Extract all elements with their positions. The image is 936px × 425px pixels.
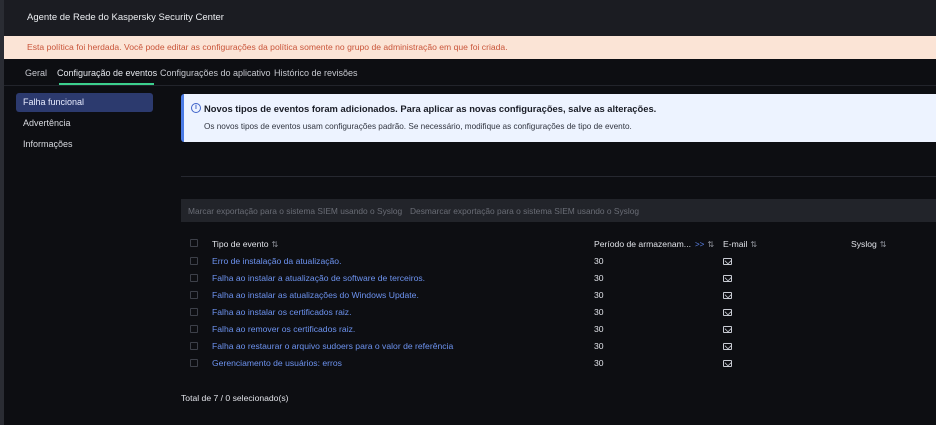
inheritance-banner <box>4 36 936 59</box>
event-category-sidebar <box>16 93 153 156</box>
sort-icon[interactable]: ⇅ <box>879 240 887 249</box>
tab-bar <box>4 59 936 86</box>
tab-historico-de-revisoes[interactable]: Histórico de revisões <box>274 68 358 78</box>
tab-geral[interactable]: Geral <box>25 68 48 78</box>
row-checkbox[interactable] <box>190 274 198 282</box>
mail-icon <box>723 309 732 316</box>
event-type-link[interactable]: Falha ao remover os certificados raiz. <box>212 324 356 334</box>
events-table <box>181 233 936 372</box>
table-row[interactable] <box>181 287 936 304</box>
table-row[interactable] <box>181 355 936 372</box>
active-tab-indicator <box>59 83 154 85</box>
event-type-link[interactable]: Falha ao restaurar o arquivo sudoers para o valor de referência <box>212 341 454 351</box>
event-type-link[interactable]: Erro de instalação da atualização. <box>212 256 342 266</box>
select-all-checkbox[interactable] <box>190 239 198 247</box>
tab-configuracao-de-eventos[interactable]: Configuração de eventos <box>57 68 158 78</box>
sidebar-item-falha-funcional[interactable]: Falha funcional <box>16 93 153 112</box>
row-checkbox[interactable] <box>190 257 198 265</box>
table-row[interactable] <box>181 270 936 287</box>
mark-siem-export-button[interactable]: Marcar exportação para o sistema SIEM usando o Syslog <box>188 206 403 216</box>
window-titlebar <box>4 0 936 36</box>
unmark-siem-export-button[interactable]: Desmarcar exportação para o sistema SIEM usando o Syslog <box>410 206 640 216</box>
storage-period-value: 30 <box>594 307 604 317</box>
sidebar-item-informacoes[interactable]: Informações <box>23 139 73 149</box>
mail-icon <box>723 292 732 299</box>
column-header-event-type[interactable] <box>212 239 278 249</box>
storage-period-value: 30 <box>594 324 604 334</box>
window-title: Agente de Rede do Kaspersky Security Center <box>27 12 224 23</box>
event-type-link[interactable]: Falha ao instalar os certificados raiz. <box>212 307 352 317</box>
sort-icon[interactable]: ⇅ <box>707 240 715 249</box>
mail-icon <box>723 326 732 333</box>
action-toolbar <box>181 199 936 222</box>
row-checkbox[interactable] <box>190 342 198 350</box>
row-checkbox[interactable] <box>190 291 198 299</box>
info-icon: i <box>191 103 201 113</box>
table-row[interactable] <box>181 338 936 355</box>
column-header-email[interactable] <box>723 239 757 249</box>
storage-period-value: 30 <box>594 358 604 368</box>
column-label: E-mail <box>723 239 748 249</box>
mail-icon <box>723 360 732 367</box>
sort-icon[interactable]: ⇅ <box>271 240 279 249</box>
info-title: Novos tipos de eventos foram adicionados. Para aplicar as novas configurações, salve as alterações. <box>204 103 657 114</box>
column-label: Syslog <box>851 239 877 249</box>
column-label: Período de armazenam... <box>594 239 691 249</box>
mail-icon <box>723 258 732 265</box>
row-checkbox[interactable] <box>190 325 198 333</box>
event-type-link[interactable]: Gerenciamento de usuários: erros <box>212 358 342 368</box>
mail-icon <box>723 275 732 282</box>
event-type-link[interactable]: Falha ao instalar as atualizações do Windows Update. <box>212 290 419 300</box>
column-label: Tipo de evento <box>212 239 269 249</box>
table-header-row <box>181 233 936 253</box>
expand-column-icon[interactable]: >> <box>694 240 705 249</box>
sidebar-item-advertencia[interactable]: Advertência <box>23 118 71 128</box>
event-type-link[interactable]: Falha ao instalar a atualização de software de terceiros. <box>212 273 426 283</box>
row-checkbox[interactable] <box>190 308 198 316</box>
table-row[interactable] <box>181 304 936 321</box>
storage-period-value: 30 <box>594 273 604 283</box>
info-body: Os novos tipos de eventos usam configurações padrão. Se necessário, modifique as configurações de tipo de evento. <box>204 122 632 131</box>
storage-period-value: 30 <box>594 256 604 266</box>
storage-period-value: 30 <box>594 341 604 351</box>
row-checkbox[interactable] <box>190 359 198 367</box>
tab-configuracoes-do-aplicativo[interactable]: Configurações do aplicativo <box>160 68 271 78</box>
new-events-info-box <box>181 94 936 142</box>
column-header-storage-period[interactable] <box>594 239 714 249</box>
table-row[interactable] <box>181 321 936 338</box>
storage-period-value: 30 <box>594 290 604 300</box>
divider <box>181 176 936 177</box>
column-header-syslog[interactable] <box>851 239 887 249</box>
table-row[interactable] <box>181 253 936 270</box>
banner-text: Esta política foi herdada. Você pode editar as configurações da política somente no grupo de administração em que foi criada. <box>27 42 508 52</box>
selection-summary: Total de 7 / 0 selecionado(s) <box>181 393 289 403</box>
mail-icon <box>723 343 732 350</box>
sort-icon[interactable]: ⇅ <box>750 240 758 249</box>
